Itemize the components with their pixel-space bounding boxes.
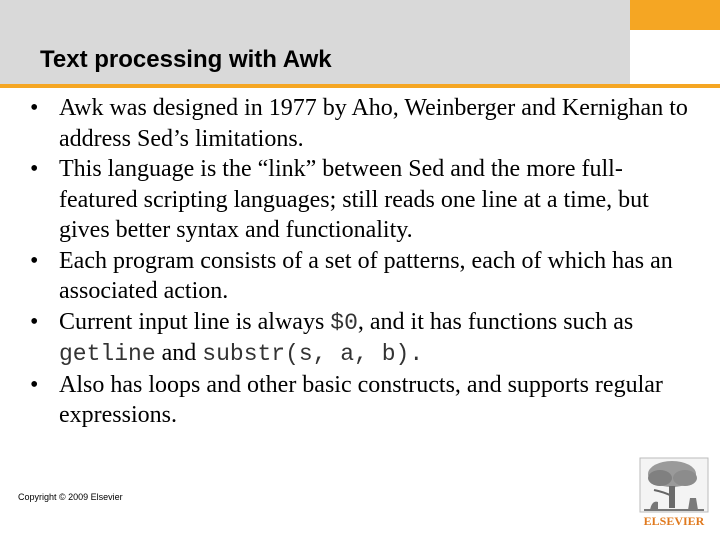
bullet-item (30, 154, 690, 246)
bullet-item (30, 370, 690, 431)
accent-rule (0, 84, 720, 88)
bullet-text: and (155, 340, 203, 366)
bullet-dot-icon: • (30, 247, 39, 274)
bullet-dot-icon: • (30, 308, 39, 335)
bullet-item (30, 93, 690, 154)
copyright-text: Copyright © 2009 Elsevier (18, 492, 123, 502)
bullet-item (30, 246, 690, 307)
bullet-text: , and it has functions such as (357, 308, 634, 335)
bullet-text: This language is the “link” between Sed and the more full-featured scripting languages; still reads one line at a time, but gives better syntax and functionality. (59, 156, 649, 243)
bullet-text: Awk was designed in 1977 by Aho, Weinberger and Kernighan to address Sed’s limitations. (59, 95, 688, 152)
bullet-dot-icon: • (30, 95, 39, 121)
bullet-text: Also has loops and other basic constructs, and supports regular expressions. (59, 371, 663, 428)
bullet-text: Current input line is always (59, 308, 331, 335)
logo-wordmark: ELSEVIER (643, 514, 705, 528)
code-text: $0 (330, 309, 358, 336)
bullet-dot-icon: • (30, 156, 39, 182)
accent-block (630, 0, 720, 30)
code-text: getline (59, 341, 156, 367)
elsevier-logo (638, 456, 710, 530)
bullet-dot-icon: • (30, 371, 39, 398)
bullet-item (30, 307, 690, 370)
code-text: substr(s, a, b). (202, 341, 424, 367)
bullet-list (30, 93, 690, 431)
slide-title: Text processing with Awk (40, 46, 332, 73)
bullet-text: Each program consists of a set of patterns, each of which has an associated action. (59, 247, 673, 304)
